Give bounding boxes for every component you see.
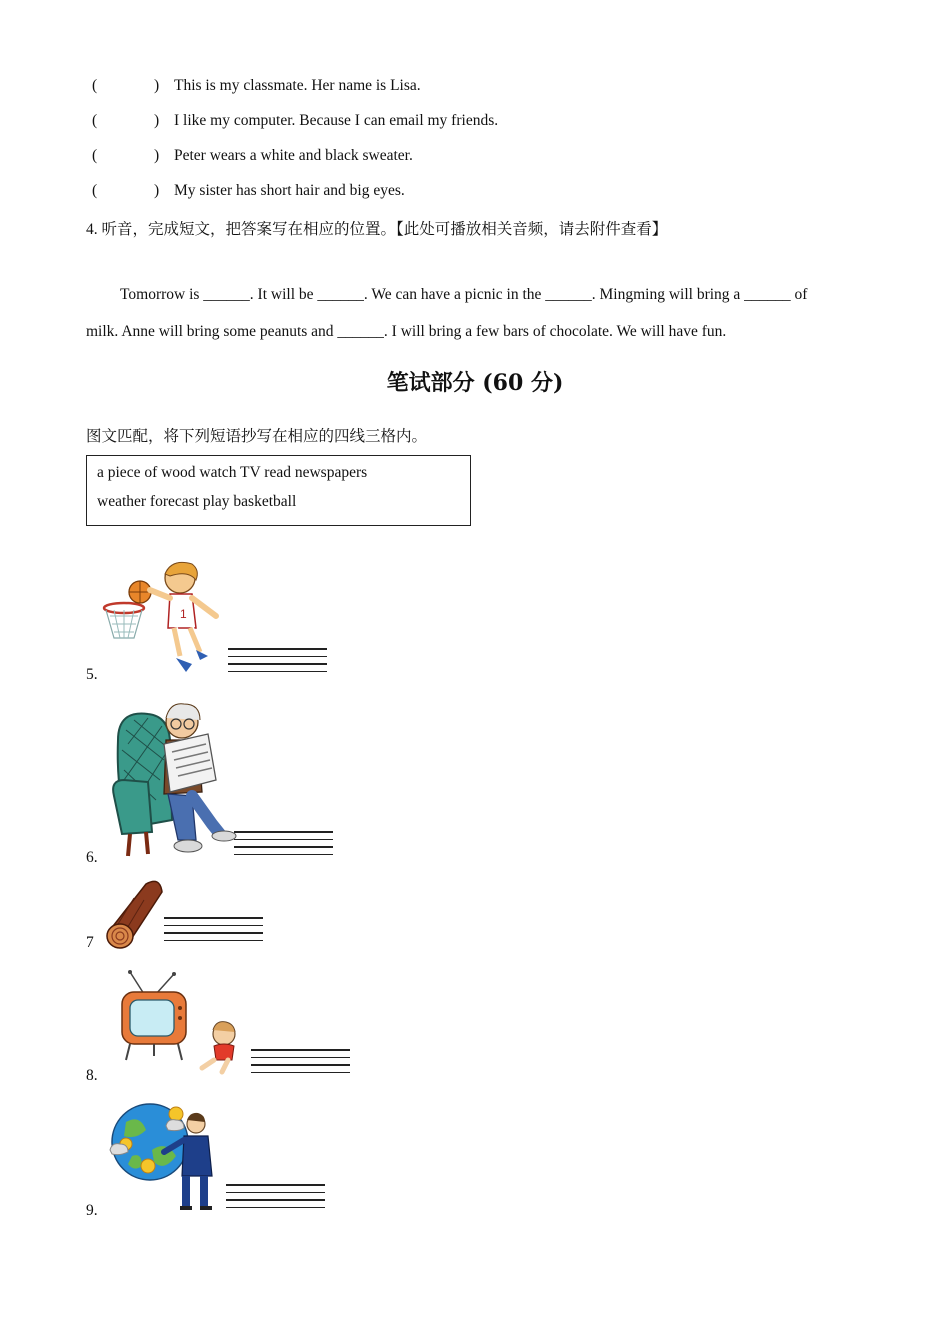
wood-log-icon xyxy=(104,878,164,950)
writing-lines[interactable] xyxy=(234,831,333,861)
answer-bracket-close: ) xyxy=(154,147,160,164)
item-number: 9. xyxy=(86,1202,98,1219)
q4-passage-line-1: Tomorrow is ______. It will be ______. We can have a picnic in the ______. Mingming will bring a ______ of xyxy=(120,286,808,303)
child-watching-tv-icon xyxy=(116,968,246,1078)
writing-lines[interactable] xyxy=(228,648,327,678)
matching-sentence: This is my classmate. Her name is Lisa. xyxy=(174,77,421,94)
writing-lines[interactable] xyxy=(164,917,263,947)
item-number: 7 xyxy=(86,934,94,951)
q4-passage-line-2: milk. Anne will bring some peanuts and ______. I will bring a few bars of chocolate. We will have fun. xyxy=(86,323,727,340)
section-title: 笔试部分 (60 分) xyxy=(386,370,564,396)
answer-bracket-open[interactable]: ( xyxy=(92,147,98,164)
writing-lines[interactable] xyxy=(226,1184,325,1214)
matching-sentence: My sister has short hair and big eyes. xyxy=(174,182,405,199)
item-number: 8. xyxy=(86,1067,98,1084)
matching-sentence: I like my computer. Because I can email my friends. xyxy=(174,112,499,129)
answer-bracket-open[interactable]: ( xyxy=(92,112,98,129)
item-number: 5. xyxy=(86,666,98,683)
matching-sentence: Peter wears a white and black sweater. xyxy=(174,147,413,164)
basketball-player-icon xyxy=(100,560,225,680)
svg-text:1: 1 xyxy=(180,607,187,621)
phrase-box-row-2: weather forecast play basketball xyxy=(97,493,297,510)
answer-bracket-close: ) xyxy=(154,77,160,94)
q4-instruction: 4. 听音，完成短文，把答案写在相应的位置。【此处可播放相关音频，请去附件查看】 xyxy=(86,221,668,238)
weather-forecaster-icon xyxy=(106,1100,221,1212)
grandpa-reading-newspaper-icon xyxy=(108,700,233,860)
answer-bracket-close: ) xyxy=(154,112,160,129)
phrase-box-row-1: a piece of wood watch TV read newspapers xyxy=(97,464,368,481)
writing-lines[interactable] xyxy=(251,1049,350,1079)
answer-bracket-open[interactable]: ( xyxy=(92,182,98,199)
phrase-box xyxy=(86,455,471,526)
section-instruction: 图文匹配，将下列短语抄写在相应的四线三格内。 xyxy=(86,428,428,445)
answer-bracket-close: ) xyxy=(154,182,160,199)
item-number: 6. xyxy=(86,849,98,866)
answer-bracket-open[interactable]: ( xyxy=(92,77,98,94)
